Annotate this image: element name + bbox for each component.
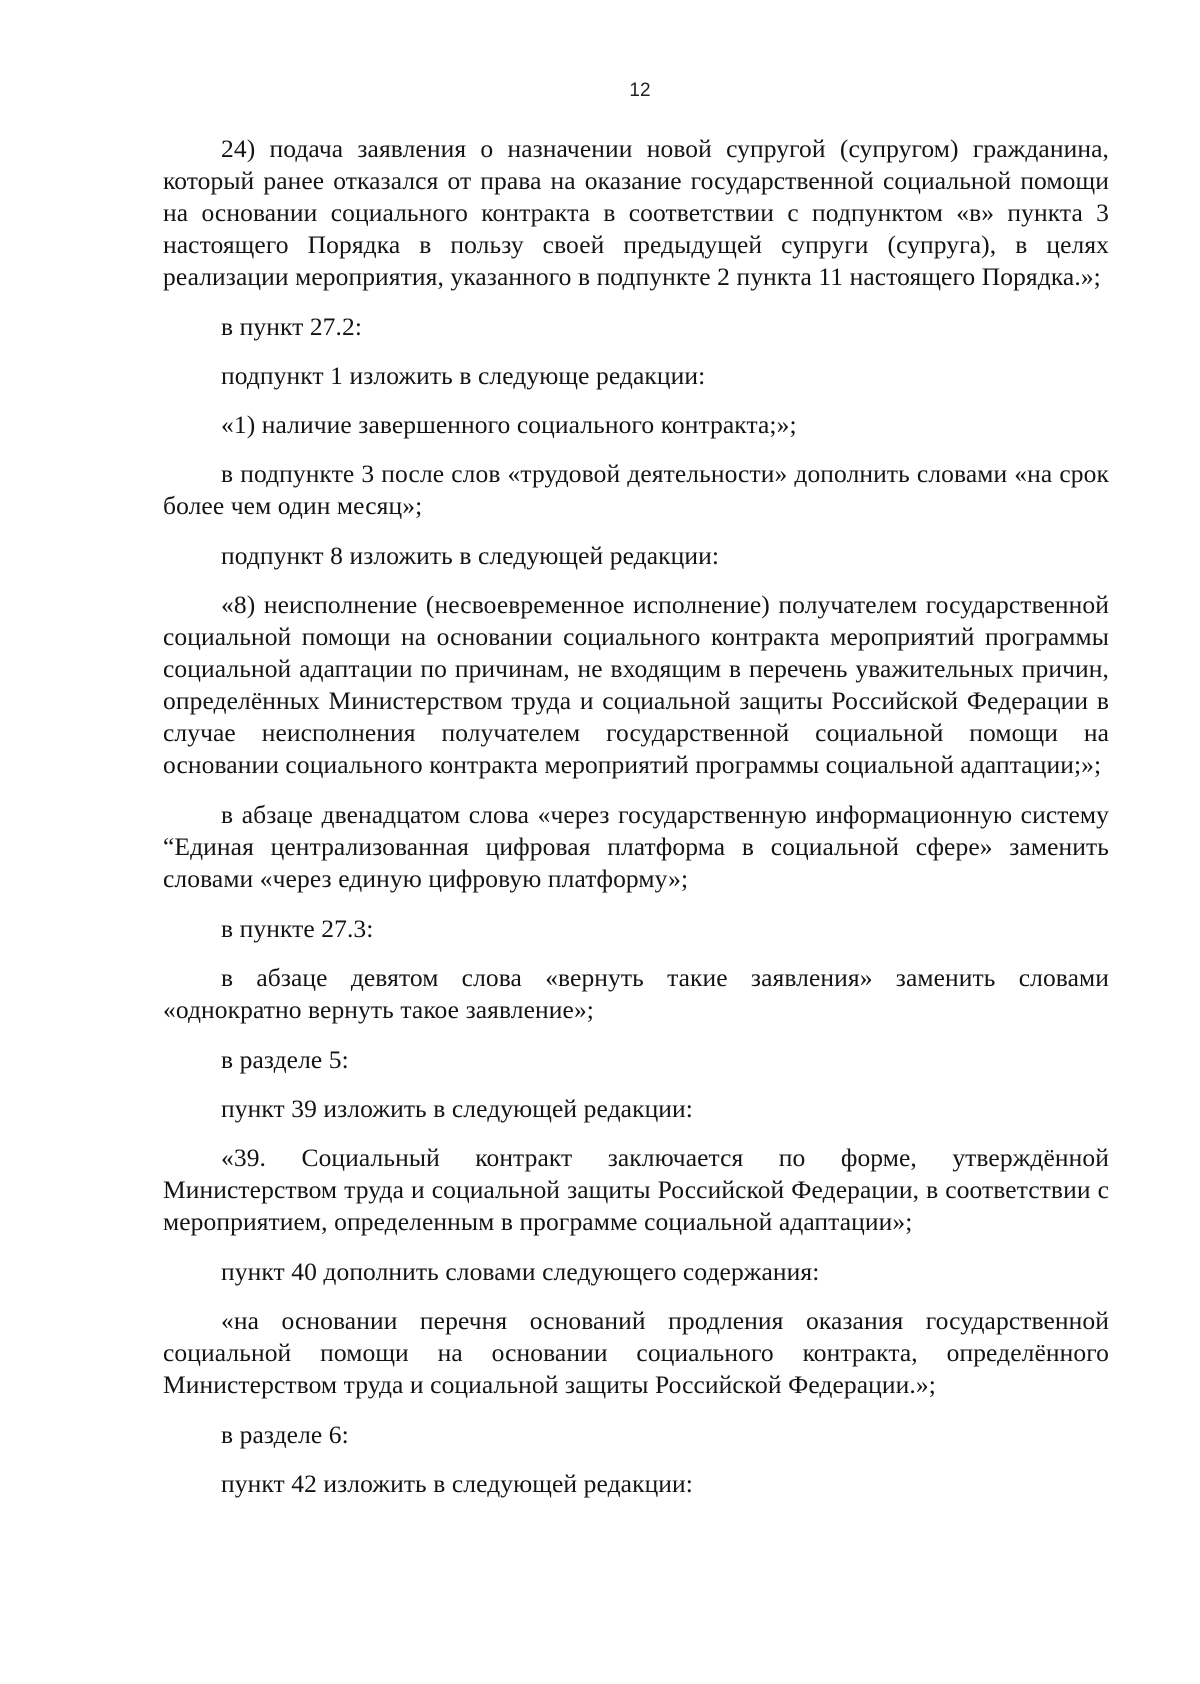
paragraph-point-39-text: «39. Социальный контракт заключается по форме, утверждённой Министерством труда и социальной защиты Российской Федерации, в соответствии с мероприятием, определенным в программе социальной адаптации»;	[163, 1143, 1109, 1236]
paragraph-section-5: в разделе 5:	[221, 1045, 349, 1074]
page-number: 12	[629, 80, 651, 101]
paragraph-item-24: 24) подача заявления о назначении новой супругой (супругом) гражданина, который ранее отказался от права на оказание государственной социальной помощи на основании социального контракта в соответствии с подпунктом «в» пункта 3 настоящего Порядка в пользу своей предыдущей супруги (супруга), в целях реализации мероприятия, указанного в подпункте 2 пункта 11 настоящего Порядка.»;	[163, 134, 1109, 291]
paragraph-twelfth-indent: в абзаце двенадцатом слова «через государственную информационную систему “Единая централизованная цифровая платформа в социальной сфере» заменить словами «через единую цифровую платформу»;	[163, 800, 1109, 893]
paragraph-subpoint-1-text: «1) наличие завершенного социального контракта;»;	[221, 410, 797, 439]
paragraph-point-39-instruction: пункт 39 изложить в следующей редакции:	[221, 1094, 693, 1123]
paragraph-section-6: в разделе 6:	[221, 1420, 349, 1449]
document-body	[163, 133, 1109, 1517]
paragraph-subpoint-3-instruction: в подпункте 3 после слов «трудовой деятельности» дополнить словами «на срок более чем один месяц»;	[163, 459, 1109, 520]
paragraph-point-27-3: в пункте 27.3:	[221, 914, 374, 943]
paragraph-subpoint-8-instruction: подпункт 8 изложить в следующей редакции:	[221, 541, 720, 570]
paragraph-ninth-indent: в абзаце девятом слова «вернуть такие заявления» заменить словами «однократно вернуть такое заявление»;	[163, 963, 1109, 1024]
paragraph-point-40-text: «на основании перечня оснований продления оказания государственной социальной помощи на основании социального контракта, определённого Министерством труда и социальной защиты Российской Федерации.»;	[163, 1306, 1109, 1399]
paragraph-point-40-instruction: пункт 40 дополнить словами следующего содержания:	[221, 1257, 820, 1286]
paragraph-point-42-instruction: пункт 42 изложить в следующей редакции:	[221, 1469, 693, 1498]
paragraph-subpoint-8-text: «8) неисполнение (несвоевременное исполнение) получателем государственной социальной помощи на основании социального контракта мероприятий программы социальной адаптации по причинам, не входящим в перечень уважительных причин, определённых Министерством труда и социальной защиты Российской Федерации в случае неисполнения получателем государственной социальной помощи на основании социального контракта мероприятий программы социальной адаптации;»;	[163, 590, 1109, 779]
paragraph-point-27-2: в пункт 27.2:	[221, 312, 363, 341]
paragraph-subpoint-1-instruction: подпункт 1 изложить в следующе редакции:	[221, 361, 706, 390]
